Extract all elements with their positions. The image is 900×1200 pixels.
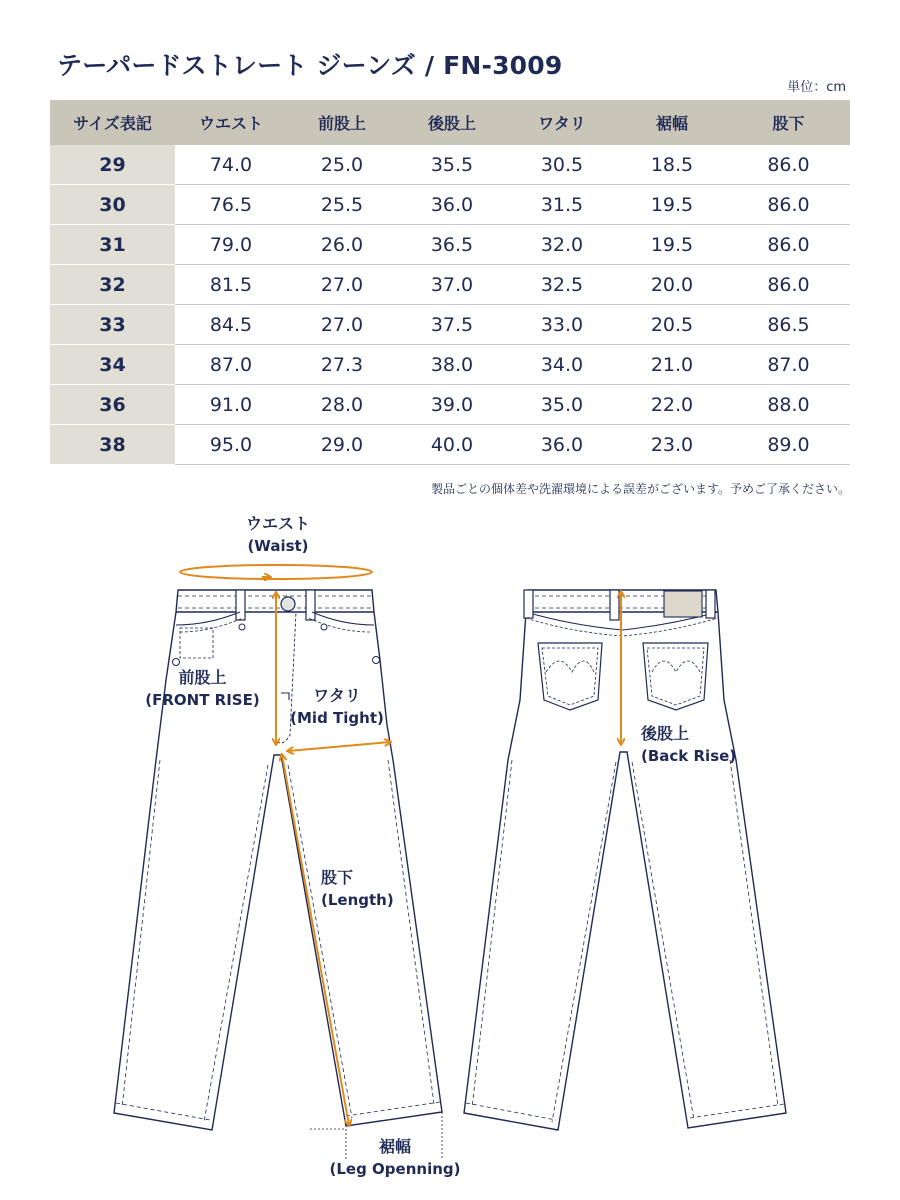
size-table bbox=[50, 100, 850, 465]
value-cell: 35.0 bbox=[507, 385, 617, 425]
size-cell: 33 bbox=[50, 305, 175, 345]
table-row bbox=[50, 225, 850, 265]
value-cell: 25.0 bbox=[287, 145, 397, 185]
value-cell: 87.0 bbox=[175, 345, 287, 385]
value-cell: 38.0 bbox=[397, 345, 507, 385]
value-cell: 30.5 bbox=[507, 145, 617, 185]
value-cell: 76.5 bbox=[175, 185, 287, 225]
header-front-rise: 前股上 bbox=[287, 100, 397, 145]
value-cell: 29.0 bbox=[287, 425, 397, 465]
label-waist: ウエスト (Waist) bbox=[245, 514, 310, 555]
header-inseam: 股下 bbox=[727, 100, 850, 145]
value-cell: 91.0 bbox=[175, 385, 287, 425]
value-cell: 32.5 bbox=[507, 265, 617, 305]
value-cell: 19.5 bbox=[617, 225, 727, 265]
jeans-diagram bbox=[0, 505, 900, 1200]
waist-arrow bbox=[180, 565, 372, 579]
table-row bbox=[50, 265, 850, 305]
header-waist: ウエスト bbox=[175, 100, 287, 145]
value-cell: 33.0 bbox=[507, 305, 617, 345]
value-cell: 27.0 bbox=[287, 305, 397, 345]
value-cell: 36.5 bbox=[397, 225, 507, 265]
value-cell: 86.0 bbox=[727, 225, 850, 265]
value-cell: 23.0 bbox=[617, 425, 727, 465]
label-mid-thigh: ワタリ (Mid Tight) bbox=[290, 686, 384, 727]
value-cell: 31.5 bbox=[507, 185, 617, 225]
value-cell: 25.5 bbox=[287, 185, 397, 225]
unit-label: 単位：cm bbox=[787, 80, 846, 95]
header-leg-opening: 裾幅 bbox=[617, 100, 727, 145]
table-row bbox=[50, 345, 850, 385]
value-cell: 32.0 bbox=[507, 225, 617, 265]
label-leg-opening: 裾幅 (Leg Openning) bbox=[329, 1137, 461, 1178]
value-cell: 37.5 bbox=[397, 305, 507, 345]
label-back-rise: 後股上 (Back Rise) bbox=[641, 724, 737, 765]
value-cell: 18.5 bbox=[617, 145, 727, 185]
value-cell: 39.0 bbox=[397, 385, 507, 425]
header-size: サイズ表記 bbox=[50, 100, 175, 145]
table-row bbox=[50, 425, 850, 465]
value-cell: 28.0 bbox=[287, 385, 397, 425]
disclaimer-note: 製品ごとの個体差や洗濯環境による誤差がございます。予めご了承ください。 bbox=[430, 482, 850, 496]
value-cell: 89.0 bbox=[727, 425, 850, 465]
size-cell: 36 bbox=[50, 385, 175, 425]
value-cell: 81.5 bbox=[175, 265, 287, 305]
value-cell: 86.0 bbox=[727, 265, 850, 305]
size-cell: 38 bbox=[50, 425, 175, 465]
size-cell: 31 bbox=[50, 225, 175, 265]
value-cell: 87.0 bbox=[727, 345, 850, 385]
value-cell: 37.0 bbox=[397, 265, 507, 305]
value-cell: 27.0 bbox=[287, 265, 397, 305]
header-back-rise: 後股上 bbox=[397, 100, 507, 145]
value-cell: 86.5 bbox=[727, 305, 850, 345]
value-cell: 84.5 bbox=[175, 305, 287, 345]
size-cell: 32 bbox=[50, 265, 175, 305]
value-cell: 19.5 bbox=[617, 185, 727, 225]
value-cell: 74.0 bbox=[175, 145, 287, 185]
size-cell: 30 bbox=[50, 185, 175, 225]
table-row bbox=[50, 305, 850, 345]
value-cell: 95.0 bbox=[175, 425, 287, 465]
table-header-row bbox=[50, 100, 850, 145]
page-title: テーパードストレート ジーンズ / FN-3009 bbox=[57, 51, 563, 80]
label-front-rise: 前股上 (FRONT RISE) bbox=[145, 668, 260, 709]
size-cell: 29 bbox=[50, 145, 175, 185]
table-row bbox=[50, 385, 850, 425]
value-cell: 22.0 bbox=[617, 385, 727, 425]
value-cell: 20.5 bbox=[617, 305, 727, 345]
header-thigh: ワタリ bbox=[507, 100, 617, 145]
value-cell: 35.5 bbox=[397, 145, 507, 185]
value-cell: 27.3 bbox=[287, 345, 397, 385]
value-cell: 86.0 bbox=[727, 145, 850, 185]
table-row bbox=[50, 185, 850, 225]
back-jeans bbox=[464, 590, 786, 1130]
value-cell: 26.0 bbox=[287, 225, 397, 265]
value-cell: 36.0 bbox=[507, 425, 617, 465]
label-length: 股下 (Length) bbox=[321, 868, 394, 909]
value-cell: 36.0 bbox=[397, 185, 507, 225]
size-cell: 34 bbox=[50, 345, 175, 385]
value-cell: 79.0 bbox=[175, 225, 287, 265]
value-cell: 40.0 bbox=[397, 425, 507, 465]
value-cell: 88.0 bbox=[727, 385, 850, 425]
value-cell: 86.0 bbox=[727, 185, 850, 225]
value-cell: 21.0 bbox=[617, 345, 727, 385]
value-cell: 34.0 bbox=[507, 345, 617, 385]
table-row bbox=[50, 145, 850, 185]
value-cell: 20.0 bbox=[617, 265, 727, 305]
